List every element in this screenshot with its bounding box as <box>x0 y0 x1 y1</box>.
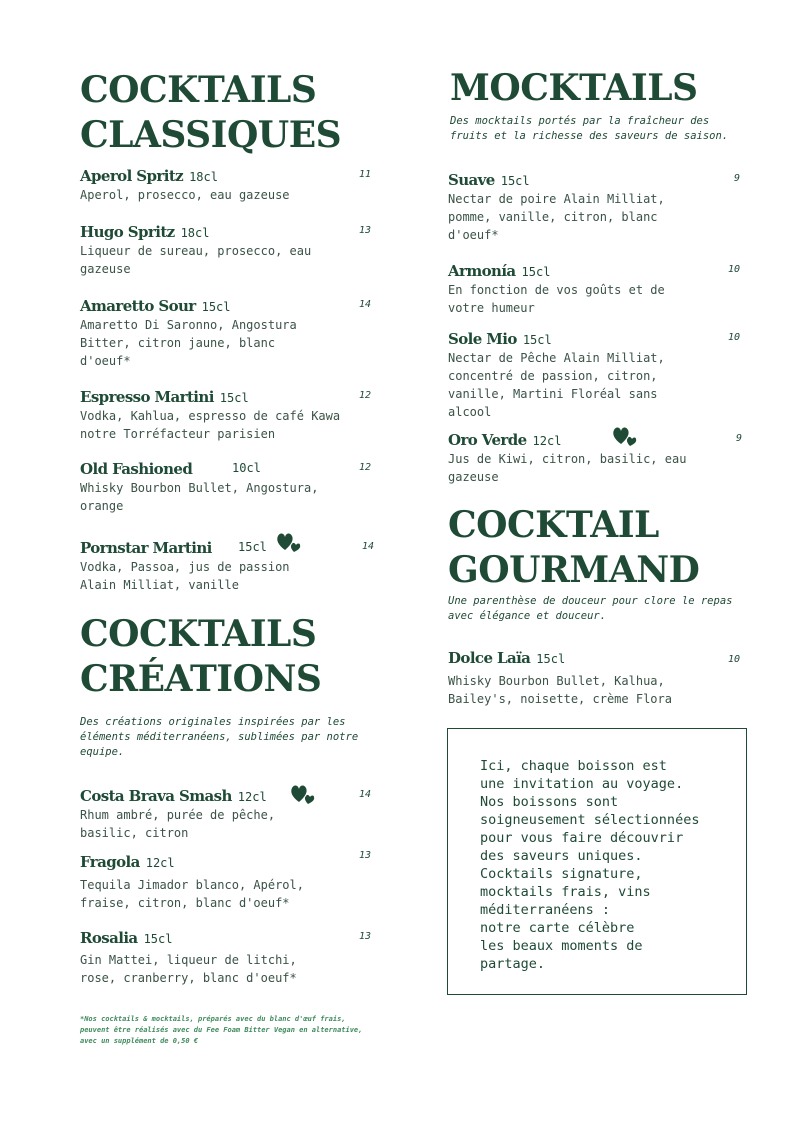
item-price: 14 <box>362 541 375 552</box>
heart-leaf-icon <box>274 530 306 554</box>
item-volume: 10cl <box>232 461 261 475</box>
item-name: Rosalia <box>80 929 138 947</box>
item-name: Aperol Spritz <box>80 167 184 185</box>
item-description: Whisky Bourbon Bullet, Angostura, orange <box>80 481 319 513</box>
item-price: 13 <box>359 850 372 861</box>
item-volume: 15cl <box>522 333 552 347</box>
section-title-gourmand: COCKTAIL GOURMAND <box>448 504 700 591</box>
item-volume: 15cl <box>500 174 530 188</box>
item-price: 9 <box>734 173 741 184</box>
item-description: Vodka, Passoa, jus de passion Alain Milliat, vanille <box>80 560 290 592</box>
section-intro-creations: Des créations originales inspirées par les éléments méditerranéens, sublimées par notre equipe. <box>80 716 359 758</box>
item-description: Nectar de Pêche Alain Milliat, concentré de passion, citron, vanille, Martini Floréal sans alcool <box>448 351 665 419</box>
menu-item <box>80 459 380 515</box>
menu-item <box>80 538 380 594</box>
item-price: 10 <box>728 264 741 275</box>
item-description: Liqueur de sureau, prosecco, eau gazeuse <box>80 244 312 276</box>
item-name: Armonía <box>448 262 516 280</box>
item-price: 11 <box>359 169 372 180</box>
footnote: *Nos cocktails & mocktails, préparés avec du blanc d'œuf frais, peuvent être réalisés avec du Fee Foam Bitter Vegan en alternative, avec un supplément de 0,50 € <box>80 1015 363 1045</box>
item-name: Pornstar Martini <box>80 539 212 557</box>
menu-item <box>448 170 748 244</box>
item-price: 12 <box>359 390 372 401</box>
item-volume: 12cl <box>532 434 562 448</box>
menu-item <box>80 222 380 278</box>
item-volume: 18cl <box>180 226 210 240</box>
item-description: En fonction de vos goûts et de votre humeur <box>448 283 665 315</box>
item-price: 14 <box>359 789 372 800</box>
item-name: Sole Mio <box>448 330 517 348</box>
item-volume: 15cl <box>219 391 249 405</box>
menu-item <box>448 329 748 421</box>
item-price: 9 <box>736 433 743 444</box>
menu-item <box>80 852 380 912</box>
item-price: 13 <box>359 931 372 942</box>
item-description: Aperol, prosecco, eau gazeuse <box>80 188 290 202</box>
item-price: 10 <box>728 332 741 343</box>
item-description: Vodka, Kahlua, espresso de café Kawa notre Torréfacteur parisien <box>80 409 341 441</box>
item-description: Rhum ambré, purée de pêche, basilic, citron <box>80 808 276 840</box>
item-price: 13 <box>359 225 372 236</box>
item-name: Suave <box>448 171 495 189</box>
item-description: Nectar de poire Alain Milliat, pomme, vanille, citron, blanc d'oeuf* <box>448 192 665 242</box>
item-volume: 18cl <box>189 170 218 184</box>
section-title-creations: COCKTAILS CRÉATIONS <box>80 613 322 700</box>
item-name: Oro Verde <box>448 431 527 449</box>
menu-item <box>448 430 748 486</box>
menu-item <box>80 786 380 842</box>
item-name: Dolce Laïa <box>448 649 531 667</box>
item-description: Amaretto Di Saronno, Angostura Bitter, citron jaune, blanc d'oeuf* <box>80 318 297 368</box>
item-name: Old Fashioned <box>80 460 193 478</box>
item-volume: 12cl <box>237 790 267 804</box>
menu-item <box>80 296 380 370</box>
info-box <box>447 728 747 995</box>
item-description: Gin Mattei, liqueur de litchi, rose, cranberry, blanc d'oeuf* <box>80 953 297 985</box>
info-box-text: Ici, chaque boisson est une invitation au voyage. Nos boissons sont soigneusement sélectionnées pour vous faire découvrir des saveurs uniques. Cocktails signature, mocktails frais, vins méditerranéens : notre carte célèbre les beaux moments de partage. <box>480 758 700 972</box>
item-volume: 15cl <box>521 265 551 279</box>
section-title-classiques: COCKTAILS CLASSIQUES <box>80 69 342 156</box>
item-volume: 15cl <box>238 540 267 554</box>
item-volume: 15cl <box>201 300 231 314</box>
heart-leaf-icon <box>610 424 642 448</box>
item-volume: 15cl <box>143 932 173 946</box>
item-description: Tequila Jimador blanco, Apérol, fraise, citron, blanc d'oeuf* <box>80 878 304 910</box>
section-title-mocktails: MOCKTAILS <box>450 67 698 109</box>
item-price: 12 <box>359 462 372 473</box>
item-name: Espresso Martini <box>80 388 214 406</box>
item-description: Whisky Bourbon Bullet, Kalhua, Bailey's, noisette, crème Flora <box>448 674 672 706</box>
item-volume: 15cl <box>536 652 566 666</box>
item-name: Amaretto Sour <box>80 297 196 315</box>
menu-item <box>448 648 748 708</box>
item-name: Fragola <box>80 853 140 871</box>
menu-item <box>80 387 380 443</box>
item-name: Hugo Spritz <box>80 223 175 241</box>
heart-leaf-icon <box>288 782 320 806</box>
menu-item <box>80 928 380 987</box>
section-intro-mocktails: Des mocktails portés par la fraîcheur des fruits et la richesse des saveurs de saison. <box>450 115 729 142</box>
item-volume: 12cl <box>145 856 175 870</box>
menu-item <box>448 261 748 317</box>
section-intro-gourmand: Une parenthèse de douceur pour clore le repas avec élégance et douceur. <box>448 595 733 622</box>
item-price: 10 <box>728 654 741 665</box>
item-description: Jus de Kiwi, citron, basilic, eau gazeuse <box>448 452 687 484</box>
item-price: 14 <box>359 299 372 310</box>
item-name: Costa Brava Smash <box>80 787 232 805</box>
menu-item <box>80 166 380 204</box>
